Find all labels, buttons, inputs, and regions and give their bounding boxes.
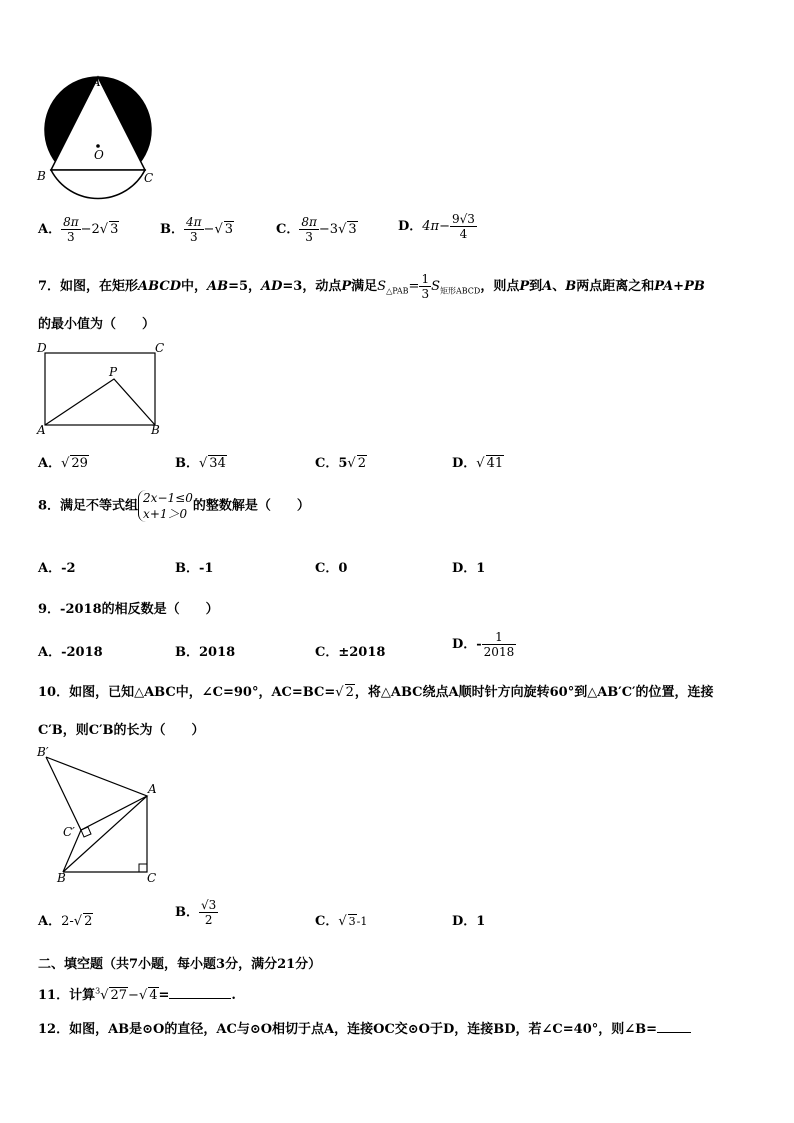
q6-option-b[interactable]: B． $\frac{4\pi}{3}$ −√ 3 — [160, 215, 234, 244]
label-p: P — [109, 365, 118, 379]
q8-option-b[interactable]: B．-1 — [175, 561, 214, 576]
q10-text-line1: 10．如图，已知△ABC中，∠C=90°，AC=BC=√ 2，将△ABC绕点A顺时针方向旋转60°到△AB′C′的位置，连接 — [38, 685, 714, 700]
label-c: C — [147, 871, 157, 885]
label-a: A — [92, 75, 101, 89]
q8-option-a[interactable]: A．-2 — [38, 561, 76, 576]
q7-option-a[interactable]: A．√ 29 — [38, 456, 88, 471]
label-b: B — [37, 169, 46, 183]
q10-option-a[interactable]: A．2-√ 2 — [38, 914, 93, 929]
q7-text-line1: 7．如图，在矩形ABCD中，AB=5，AD=3，动点P满足$S_{\triangle PAB}=$ $\frac{1}{3}$ $S_{矩形ABCD}$，则点P到A、B两点距离之和PA+PB — [38, 272, 705, 301]
q7-text-line2: 的最小值为（ ） — [38, 317, 156, 332]
q10-text-line2: C′B，则C′B的长为（ ） — [38, 723, 205, 738]
q9-option-a[interactable]: A．-2018 — [38, 645, 103, 660]
q9-text: 9．-2018的相反数是（ ） — [38, 602, 219, 617]
q8-option-c[interactable]: C．0 — [315, 561, 348, 576]
q8-inequality-system: 2x−1≤0 x+1＞0 — [138, 490, 193, 522]
q7-rectangle-figure — [34, 338, 174, 438]
q11-text: 11．计算$^3$√ 27−√ 4= . — [38, 986, 236, 1003]
q7-option-d[interactable]: D．√ 41 — [452, 456, 504, 471]
q6-option-d[interactable]: D．4π− $\frac{9√3}{4}$ — [398, 212, 475, 241]
label-b-prime: B′ — [37, 745, 49, 759]
q9-option-b[interactable]: B．2018 — [175, 645, 236, 660]
q6-option-c[interactable]: C． $\frac{8\pi}{3}$ −3√ 3 — [276, 215, 357, 244]
q8-option-d[interactable]: D．1 — [452, 561, 486, 576]
section-title: 二、填空题（共7小题，每小题3分，满分21分） — [38, 957, 322, 972]
label-d: D — [37, 341, 47, 355]
label-c-prime: C′ — [63, 825, 75, 839]
q10-rotation-figure — [34, 742, 174, 888]
q10-option-b[interactable]: B． $\frac{√3}{2}$ — [175, 898, 217, 927]
label-a: A — [148, 782, 157, 796]
label-a: A — [37, 423, 46, 437]
label-c: C — [144, 171, 154, 185]
q12-answer-blank[interactable] — [657, 1032, 691, 1033]
label-o: O — [94, 148, 104, 162]
q6-option-a[interactable]: A． $\frac{8\pi}{3}$ −2√ 3 — [38, 215, 119, 244]
label-b: B — [57, 871, 66, 885]
label-b: B — [151, 423, 160, 437]
q10-option-c[interactable]: C．√ 3-1 — [315, 914, 368, 929]
q11-answer-blank[interactable] — [169, 998, 231, 999]
q9-option-d[interactable]: D．- $\frac{1}{2018}$ — [452, 630, 515, 659]
q9-option-c[interactable]: C．±2018 — [315, 645, 386, 660]
q7-option-c[interactable]: C．5√ 2 — [315, 456, 366, 471]
q12-text: 12．如图，AB是⊙O的直径，AC与⊙O相切于点A，连接OC交⊙O于D，连接BD，若∠C=40°，则∠B= — [38, 1018, 691, 1037]
q7-option-b[interactable]: B．√ 34 — [175, 456, 226, 471]
q6-circle-figure — [34, 74, 164, 202]
label-c: C — [155, 341, 165, 355]
q8-text: 8．满足不等式组 2x−1≤0 x+1＞0 的整数解是（ ） — [38, 491, 310, 521]
q10-option-d[interactable]: D．1 — [452, 914, 486, 929]
